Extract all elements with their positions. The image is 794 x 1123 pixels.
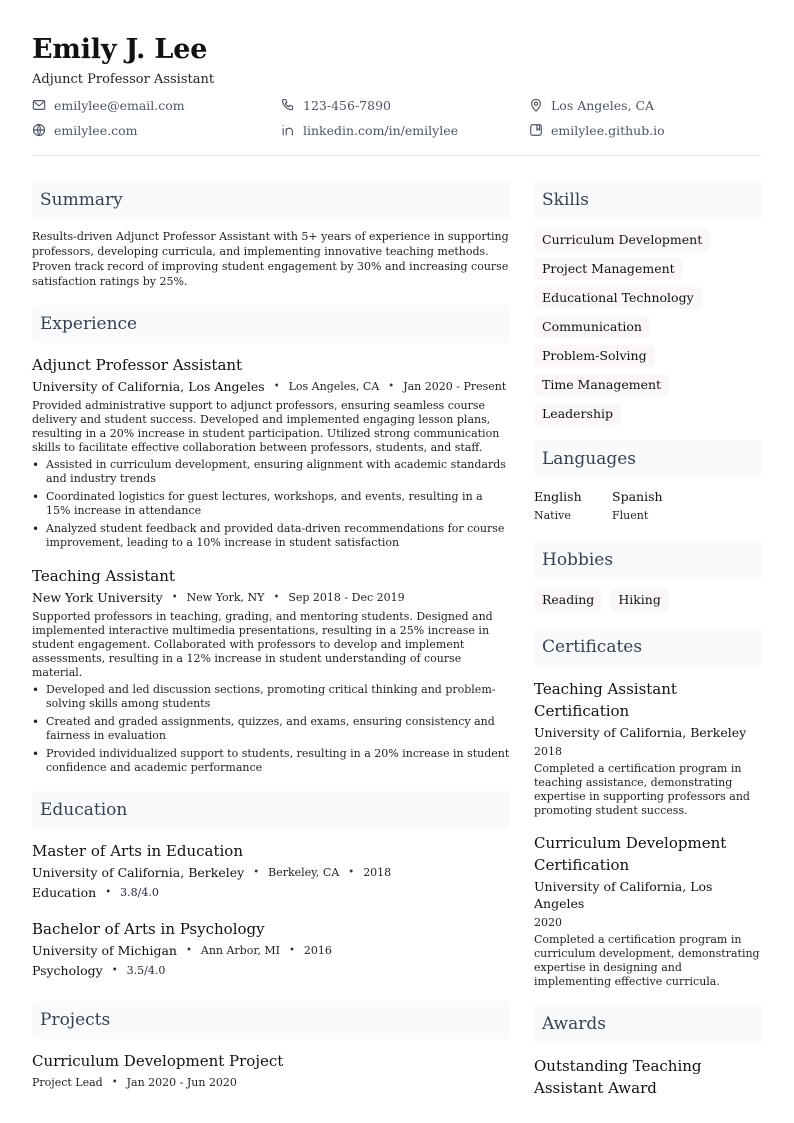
language-level: Fluent — [612, 509, 649, 522]
separator-dot: • — [388, 381, 395, 392]
contact-list — [32, 95, 761, 145]
job-bullet: • Coordinated logistics for guest lectures, workshops, and events, resulting in a 15% increase in attendance — [32, 490, 510, 518]
job-location: Los Angeles, CA — [288, 380, 380, 393]
email-icon — [32, 98, 46, 112]
hobbies-heading: Hobbies — [534, 541, 762, 579]
language-item — [534, 488, 612, 524]
gpa: 3.8/4.0 — [120, 886, 159, 899]
project-dates: Jan 2020 - Jun 2020 — [126, 1076, 237, 1089]
separator-dot: • — [105, 887, 112, 898]
separator-dot: • — [171, 592, 178, 603]
awards-heading: Awards — [534, 1005, 762, 1043]
candidate-name: Emily J. Lee — [32, 34, 208, 65]
job-title: Adjunct Professor Assistant — [32, 356, 243, 374]
left-column — [32, 181, 510, 1092]
certificate-year: 2020 — [534, 916, 562, 929]
projects-section — [32, 1001, 510, 1092]
job-description: Supported professors in teaching, grading, and mentoring students. Designed and implemented interactive multimedia presentations, resulting in a 25% increase in student engagement. Collaborated with professors to develop and implement assessments, resulting in a 12% increase in student understanding of course material. — [32, 610, 493, 679]
education-entry — [32, 919, 510, 981]
field-of-study: Psychology — [32, 963, 103, 978]
job-meta — [32, 378, 510, 396]
certificate-org: University of California, Berkeley — [534, 725, 747, 740]
job-description: Provided administrative support to adjunct professors, ensuring seamless course delivery and student success. Developed and implemented engaging lesson plans, resulting in a 20% increase in student participation. Utilized strong communication skills to facilitate effective collaboration between professors, students, and staff. — [32, 399, 500, 454]
separator-dot: • — [348, 867, 355, 878]
job-bullets — [32, 683, 510, 775]
certificates-heading: Certificates — [534, 628, 762, 666]
certificate-year: 2018 — [534, 745, 562, 758]
languages-list — [534, 488, 762, 524]
experience-heading: Experience — [32, 305, 510, 343]
hobbies-list — [534, 589, 762, 618]
job-bullet: • Developed and led discussion sections, promoting critical thinking and problem-solving skills among students — [32, 683, 510, 711]
job-location: New York, NY — [186, 591, 265, 604]
contact-phone[interactable] — [281, 95, 391, 115]
project-title: Curriculum Development Project — [32, 1052, 284, 1070]
separator-dot: • — [185, 945, 192, 956]
contact-website[interactable] — [32, 120, 137, 140]
degree-title: Master of Arts in Education — [32, 842, 243, 860]
education-heading: Education — [32, 791, 510, 829]
language-item — [612, 488, 690, 524]
skills-list — [534, 229, 762, 432]
job-bullet: • Assisted in curriculum development, ensuring alignment with academic standards and industry trends — [32, 458, 510, 486]
certificate-entry — [534, 678, 762, 818]
skill-chip: Leadership — [534, 403, 621, 425]
gpa: 3.5/4.0 — [126, 964, 166, 977]
contact-location-text: Los Angeles, CA — [551, 97, 655, 113]
education-meta — [32, 942, 510, 960]
degree-title: Bachelor of Arts in Psychology — [32, 920, 265, 938]
skill-chip: Communication — [534, 316, 650, 338]
contact-email[interactable] — [32, 95, 185, 115]
certificate-description: Completed a certification program in teaching assistance, demonstrating expertise in supporting professors and promoting student success. — [534, 762, 750, 817]
contact-phone-text: 123-456-7890 — [303, 97, 391, 113]
contact-github[interactable] — [529, 120, 665, 140]
certificates-section — [534, 628, 762, 989]
candidate-title: Adjunct Professor Assistant — [32, 72, 215, 87]
contact-github-text: emilylee.github.io — [551, 122, 665, 138]
job-bullet: • Created and graded assignments, quizzes, and exams, ensuring consistency and fairness in evaluation — [32, 715, 510, 743]
language-level: Native — [534, 509, 571, 522]
github-icon — [529, 123, 543, 137]
education-section — [32, 791, 510, 981]
skill-chip: Problem-Solving — [534, 345, 655, 367]
contact-linkedin[interactable] — [281, 120, 458, 140]
contact-email-text: emilylee@email.com — [54, 97, 185, 113]
skill-chip: Curriculum Development — [534, 229, 710, 251]
location-icon — [529, 98, 543, 112]
job-entry — [32, 355, 510, 550]
certificate-entry — [534, 832, 762, 989]
right-column — [534, 181, 762, 1099]
summary-heading: Summary — [32, 181, 510, 219]
experience-section — [32, 305, 510, 775]
skill-chip: Time Management — [534, 374, 669, 396]
project-role: Project Lead — [32, 1076, 103, 1089]
education-field-line — [32, 961, 510, 981]
separator-dot: • — [273, 592, 280, 603]
job-dates: Sep 2018 - Dec 2019 — [288, 591, 405, 604]
certificate-org: University of California, Los Angeles — [534, 879, 713, 911]
separator-dot: • — [253, 867, 260, 878]
languages-section — [534, 440, 762, 524]
resume-header — [32, 30, 761, 145]
skill-chip: Project Management — [534, 258, 683, 280]
separator-dot: • — [111, 1077, 118, 1088]
hobby-chip: Reading — [534, 589, 602, 611]
education-meta — [32, 864, 510, 882]
field-of-study: Education — [32, 885, 97, 900]
contact-linkedin-text: linkedin.com/in/emilylee — [303, 122, 458, 138]
certificate-description: Completed a certification program in curriculum development, demonstrating expertise in designing and implementing effective curricula. — [534, 933, 760, 988]
language-name: Spanish — [612, 489, 663, 504]
certificate-title: Curriculum Development Certification — [534, 834, 727, 874]
contact-location — [529, 95, 654, 115]
graduation-year: 2016 — [303, 944, 332, 957]
job-org: New York University — [32, 590, 163, 605]
language-name: English — [534, 489, 582, 504]
skills-heading: Skills — [534, 181, 762, 219]
skill-chip: Educational Technology — [534, 287, 702, 309]
award-title: Outstanding Teaching Assistant Award — [534, 1057, 702, 1097]
project-meta — [32, 1074, 510, 1092]
skills-section — [534, 181, 762, 432]
globe-icon — [32, 123, 46, 137]
job-entry — [32, 566, 510, 775]
graduation-year: 2018 — [363, 866, 392, 879]
header-divider — [32, 155, 761, 156]
job-title: Teaching Assistant — [32, 567, 175, 585]
project-entry — [32, 1051, 510, 1092]
contact-website-text: emilylee.com — [54, 122, 138, 138]
job-bullet: • Provided individualized support to students, resulting in a 20% increase in student confidence and academic performance — [32, 747, 510, 775]
projects-heading: Projects — [32, 1001, 510, 1039]
separator-dot: • — [111, 965, 118, 976]
job-dates: Jan 2020 - Present — [403, 380, 507, 393]
school-location: Berkeley, CA — [268, 866, 340, 879]
hobby-chip: Hiking — [610, 589, 669, 611]
job-org: University of California, Los Angeles — [32, 379, 265, 394]
separator-dot: • — [273, 381, 280, 392]
school-name: University of California, Berkeley — [32, 865, 245, 880]
summary-section — [32, 181, 510, 289]
separator-dot: • — [289, 945, 295, 956]
hobbies-section — [534, 541, 762, 618]
phone-icon — [281, 98, 295, 112]
summary-text: Results-driven Adjunct Professor Assistant with 5+ years of experience in supporting professors, developing curricula, and implementing innovative teaching methods. Proven track record of improving student engagement by 30% and increasing course satisfaction ratings by 25%. — [32, 230, 509, 288]
languages-heading: Languages — [534, 440, 762, 478]
job-bullet: • Analyzed student feedback and provided data-driven recommendations for course improvement, leading to a 10% increase in student satisfaction — [32, 522, 510, 550]
education-entry — [32, 841, 510, 903]
job-bullets — [32, 458, 510, 550]
certificate-title: Teaching Assistant Certification — [534, 680, 677, 720]
awards-section — [534, 1005, 762, 1099]
linkedin-icon — [281, 123, 295, 137]
school-location: Ann Arbor, MI — [200, 944, 281, 957]
job-meta — [32, 589, 510, 607]
education-field-line — [32, 883, 510, 903]
school-name: University of Michigan — [32, 943, 177, 958]
